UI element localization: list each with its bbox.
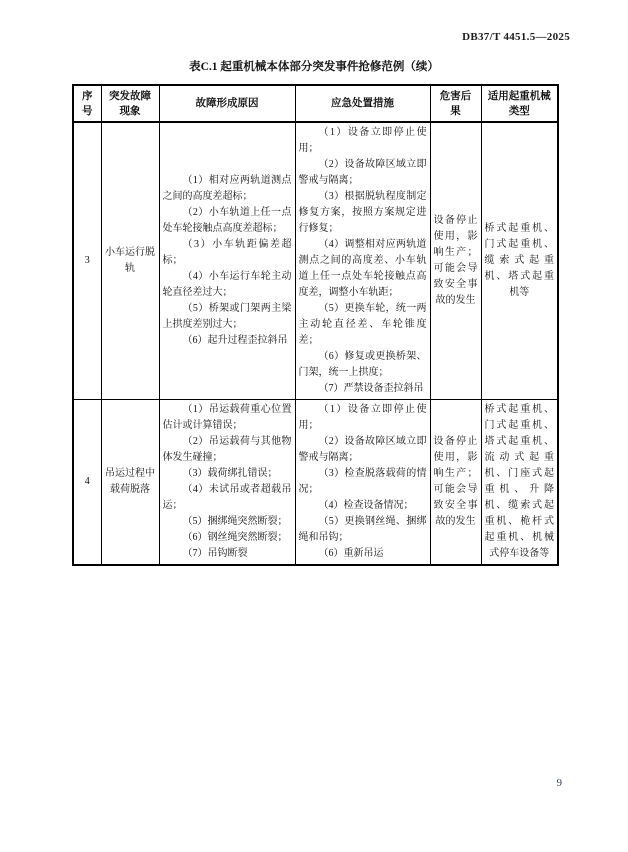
measure-item: （3）根据脱轨程度制定修复方案，按照方案规定进行修复； <box>298 191 427 234</box>
cause-item: （2）吊运载荷与其他物体发生碰撞； <box>162 436 292 463</box>
cause-item: （3）载荷绑扎错误； <box>182 468 278 479</box>
col-header-measures: 应急处置措施 <box>295 85 430 122</box>
cell-causes <box>159 122 295 400</box>
cause-item: （5）桥架或门架两主梁上拱度差别过大； <box>162 303 292 330</box>
measure-item: （6）修复或更换桥架、门架，统一上拱度； <box>298 351 427 378</box>
table-header-row <box>73 85 558 122</box>
measure-item: （2）设备故障区域立即警戒与隔离； <box>298 436 427 463</box>
cause-item: （1）吊运载荷重心位置估计或计算错误； <box>162 404 292 431</box>
cell-applicable: 桥式起重机、门式起重机、缆索式起重机、塔式起重机等 <box>481 122 558 400</box>
col-header-phenomenon: 突发故障现象 <box>101 85 159 122</box>
cause-item: （6）钢丝绳突然断裂； <box>182 532 288 543</box>
cell-phenomenon: 吊运过程中载荷脱落 <box>101 400 159 566</box>
measure-item: （4）检查设备情况； <box>318 500 414 511</box>
cause-item: （6）起升过程歪拉斜吊 <box>182 335 288 346</box>
measure-item: （3）检查脱落载荷的情况； <box>298 468 427 495</box>
table-row <box>73 122 558 400</box>
col-header-consequence: 危害后果 <box>430 85 481 122</box>
cell-no: 3 <box>73 122 101 400</box>
cause-item: （2）小车轨道上任一点处车轮接触点高度差超标； <box>162 207 292 234</box>
emergency-repair-table <box>72 84 559 566</box>
cell-consequence: 设备停止使用，影响生产；可能会导致安全事故的发生 <box>430 122 481 400</box>
cell-phenomenon: 小车运行脱轨 <box>101 122 159 400</box>
cell-measures <box>295 400 430 566</box>
measure-item: （2）设备故障区域立即警戒与隔离； <box>298 159 427 186</box>
cell-causes <box>159 400 295 566</box>
col-header-cause: 故障形成原因 <box>159 85 295 122</box>
cause-item: （1）相对应两轨道测点之间的高度差超标； <box>162 175 292 202</box>
measure-item: （6）重新吊运 <box>318 548 384 559</box>
doc-number: DB37/T 4451.5—2025 <box>462 31 570 43</box>
table-row <box>73 400 558 566</box>
cause-item: （7）吊钩断裂 <box>182 548 248 559</box>
cell-no: 4 <box>73 400 101 566</box>
measure-item: （4）调整相对应两轨道测点之间的高度差、小车轨道上任一点处车轮接触点高度差，调整小车轨距； <box>298 239 427 298</box>
page-number: 9 <box>556 777 562 789</box>
measure-item: （5）更换钢丝绳、捆绑绳和吊钩； <box>298 516 427 543</box>
measure-item: （1）设备立即停止使用； <box>298 127 427 154</box>
cause-item: （5）捆绑绳突然断裂； <box>182 516 288 527</box>
cause-item: （3）小车轨距偏差超标； <box>162 239 292 266</box>
cause-item: （4）未试吊或者超载吊运； <box>162 484 292 511</box>
cell-applicable: 桥式起重机、门式起重机、塔式起重机、流动式起重机、门座式起重机、升降机、缆索式起重机、桅杆式起重机、机械式停车设备等 <box>481 400 558 566</box>
measure-item: （1）设备立即停止使用； <box>298 404 427 431</box>
measure-item: （7）严禁设备歪拉斜吊 <box>318 383 424 394</box>
table-title: 表C.1 起重机械本体部分突发事件抢修范例（续） <box>189 61 439 73</box>
cell-measures <box>295 122 430 400</box>
col-header-applicable: 适用起重机械类型 <box>481 85 558 122</box>
cause-item: （4）小车运行车轮主动轮直径差过大； <box>162 271 292 298</box>
col-header-no: 序号 <box>73 85 101 122</box>
cell-consequence: 设备停止使用，影响生产；可能会导致安全事故的发生 <box>430 400 481 566</box>
measure-item: （5）更换车轮，统一两主动轮直径差、车轮锥度差； <box>298 303 427 346</box>
